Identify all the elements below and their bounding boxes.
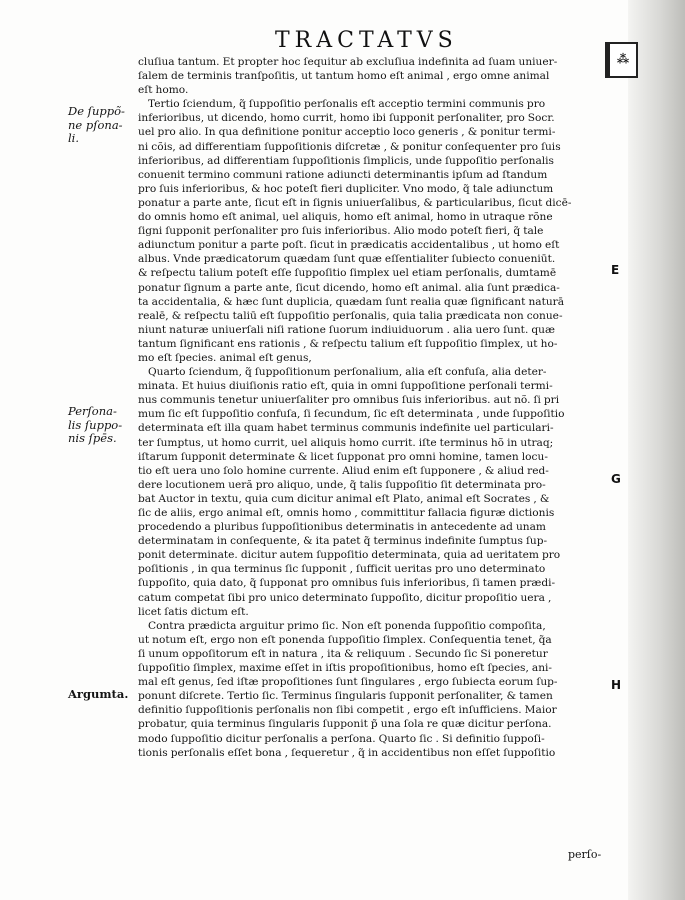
- text-line: ta accidentalia, & hæc ſunt duplicia, quædam ſunt realia quæ ſignificant naturā: [138, 295, 565, 308]
- text-line: ut notum eſt, ergo non eſt ponenda ſuppoſitio ſimplex. Conſequentia tenet, q̃a: [138, 633, 552, 646]
- text-line: determinatam in conſequente, & ita patet q̃ terminus indefinite ſumptus ſup-: [138, 535, 548, 548]
- text-line: modo ſuppoſitio dicitur perſonalis a perſona. Quarto ſic . Si definitio ſuppoſi-: [138, 732, 545, 745]
- margin-note-line: nis ſpēs.: [68, 431, 117, 445]
- text-line: nus communis tenetur uniuerſaliter pro omnibus ſuis inferioribus. aut nõ. ſi pri: [138, 394, 560, 407]
- margin-note-line: ne pſona-: [68, 117, 123, 132]
- text-line: niunt naturæ uniuerſali niſi ratione ſuorum indiuiduorum . alia uero ſunt. quæ: [138, 323, 555, 336]
- margin-note-line: Perſona-: [68, 404, 117, 418]
- text-line: ſuppoſito, quia dato, q̃ ſupponat pro omnibus ſuis inferioribus, ſi tamen prædi-: [138, 577, 556, 590]
- text-line: mal eſt genus, ſed iſtæ propoſitiones ſunt ſingulares , ergo ſubiecta eorum ſup-: [138, 676, 558, 689]
- text-line: ponatur ſignum a parte ante, ſicut dicendo, homo eſt animal. alia ſunt prædica-: [138, 281, 560, 294]
- text-line: ponatur a parte ante, ſicut eſt in ſignis uniuerſalibus, & particularibus, ſicut dicē-: [138, 196, 572, 209]
- margin-note-de-suppositione: [68, 105, 132, 146]
- text-line: ſi unum oppoſitorum eſt in natura , ita & reliquum . Secundo ſic Si poneretur: [138, 647, 548, 660]
- text-line: inferioribus, ad differentiam ſuppoſitionis ſimplicis, unde ſuppoſitio perſonalis: [138, 154, 554, 167]
- text-line: do omnis homo eſt animal, uel aliquis, homo eſt animal, homo in utraque rõne: [138, 211, 553, 224]
- margin-note-line: lis ſuppo-: [68, 417, 123, 432]
- text-line: dere locutionem ueră pro aliquo, unde, q̃ talis ſuppoſitio ſit determinata pro-: [138, 478, 546, 491]
- margin-note-line: Argumta.: [68, 687, 129, 701]
- catchword: perſo-: [568, 848, 602, 861]
- paragraph: [138, 619, 608, 760]
- text-line: conuenit termino communi ratione adiuncti determinantis ipſum ad ſtandum: [138, 168, 548, 181]
- text-line: uel pro alio. In qua definitione ponitur acceptio loco generis , & ponitur termi-: [138, 126, 556, 139]
- text-line: adiunctum ponitur a parte poſt. ſicut in prædicatis accidentalibus , ut homo eſt: [138, 239, 560, 252]
- text-line: poſitionis , in qua terminus ſic ſupponit , ſufficit ueritas pro uno determinato: [138, 563, 546, 576]
- text-line: tionis perſonalis eſſet bona , ſequeretur , q̃ in accidentibus non eſſet ſuppoſitio: [138, 746, 556, 759]
- text-line: ſuppoſitio ſimplex, maxime eſſet in iſtis propoſitionibus, homo eſt ſpecies, ani-: [138, 662, 552, 675]
- margin-note-personalis-suppositionis-species: [68, 405, 132, 446]
- text-line: ni cõis, ad differentiam ſuppoſitionis diſcretæ , & ponitur conſequenter pro ſuis: [138, 140, 561, 153]
- section-letter-h: H: [611, 678, 622, 692]
- margin-note-line: De ſuppõ-: [68, 104, 125, 118]
- text-line: realē, & reſpectu taliū eſt ſuppoſitio perſonalis, quia talia prædicata non conue-: [138, 309, 563, 322]
- paragraph: [138, 365, 608, 619]
- text-line: pro ſuis inferioribus, & hoc poteſt fieri dupliciter. Vno modo, q̃ tale adiunctum: [138, 182, 554, 195]
- text-line: eſt homo.: [138, 84, 189, 97]
- text-line: cluſiua tantum. Et propter hoc ſequitur ab excluſiua indefinita ad ſuam uniuer-: [138, 56, 558, 68]
- margin-note-argumenta: [68, 688, 132, 702]
- text-line: ſic de aliis, ergo animal eſt, omnis homo , committitur fallacia figuræ dictionis: [138, 507, 555, 519]
- paragraph: [138, 55, 608, 97]
- text-line: catum competat ſibi pro unico determinato ſuppoſito, dicitur propoſitio uera ,: [138, 591, 552, 604]
- section-letter-e: E: [611, 263, 620, 277]
- paragraph: [138, 97, 608, 365]
- text-line: ponunt diſcrete. Tertio ſic. Terminus ſingularis ſupponit perſonaliter, & tamen: [138, 690, 553, 703]
- text-line: bat Auctor in textu, quia cum dicitur animal eſt Plato, animal eſt Socrates , &: [138, 492, 550, 505]
- text-line: licet ſatis dictum eſt.: [138, 605, 249, 618]
- text-line: procedendo a pluribus ſuppoſitionibus determinatis in antecedente ad unam: [138, 521, 546, 534]
- text-line: tio eſt uera uno ſolo homine currente. Aliud enim eſt ſupponere , & aliud red-: [138, 464, 549, 477]
- section-letter-g: G: [611, 472, 621, 486]
- margin-note-line: li.: [68, 131, 80, 145]
- text-line: tantum ſignificant ens rationis , & reſpectu talium eſt ſuppoſitio ſimplex, ut ho-: [138, 337, 558, 350]
- text-line: Contra prædicta arguitur primo ſic. Non eſt ponenda ſuppoſitio compoſita,: [148, 619, 546, 632]
- main-text-block: [138, 55, 608, 760]
- text-line: minata. Et huius diuiſionis ratio eſt, quia in omni ſuppoſitione perſonali termi-: [138, 380, 553, 393]
- text-line: mum ſic eſt ſuppoſitio confuſa, ſi ſecundum, ſic eſt determinata , unde ſuppoſitio: [138, 408, 565, 421]
- text-line: iſtarum ſupponit determinate & licet ſupponat pro omni homine, tamen locu-: [138, 450, 548, 463]
- text-line: albus. Vnde prædicatorum quædam ſunt quæ eſſentialiter ſubiecto conueniūt.: [138, 253, 556, 266]
- text-line: & reſpectu talium poteſt eſſe ſuppoſitio ſimplex uel etiam perſonalis, dumtamē: [138, 267, 557, 280]
- text-line: probatur, quia terminus ſingularis ſupponit p̃ una ſola re quæ dicitur perſona.: [138, 718, 552, 731]
- text-line: mo eſt ſpecies. animal eſt genus,: [138, 351, 312, 364]
- text-line: Tertio ſciendum, q̃ ſuppoſitio perſonalis eſt acceptio termini communis pro: [148, 98, 546, 111]
- page-gutter-shadow: [628, 0, 685, 900]
- text-line: determinata eſt illa quam habet terminus communis indefinite uel particulari-: [138, 422, 554, 435]
- ornament-icon: ⁂: [605, 42, 638, 78]
- text-line: ſigni ſupponit perſonaliter pro ſuis inferioribus. Alio modo poteſt fieri, q̃ tale: [138, 225, 544, 238]
- text-line: ſalem de terminis tranſpoſitis, ut tantum homo eſt animal , ergo omne animal: [138, 70, 550, 83]
- text-line: definitio ſuppoſitionis perſonalis non ſibi competit , ergo eſt inſufficiens. Maior: [138, 704, 557, 717]
- running-title: TRACTATVS: [275, 28, 458, 53]
- text-line: inferioribus, ut dicendo, homo currit, homo ibi ſupponit perſonaliter, pro Socr.: [138, 112, 555, 125]
- text-line: ponit determinate. dicitur autem ſuppoſitio determinata, quia ad ueritatem pro: [138, 549, 561, 562]
- text-line: Quarto ſciendum, q̃ ſuppoſitionum perſonalium, alia eſt confuſa, alia deter-: [148, 366, 547, 379]
- text-line: ter ſumptus, ut homo currit, uel aliquis homo currit. iſte terminus hõ in utraq;: [138, 436, 554, 449]
